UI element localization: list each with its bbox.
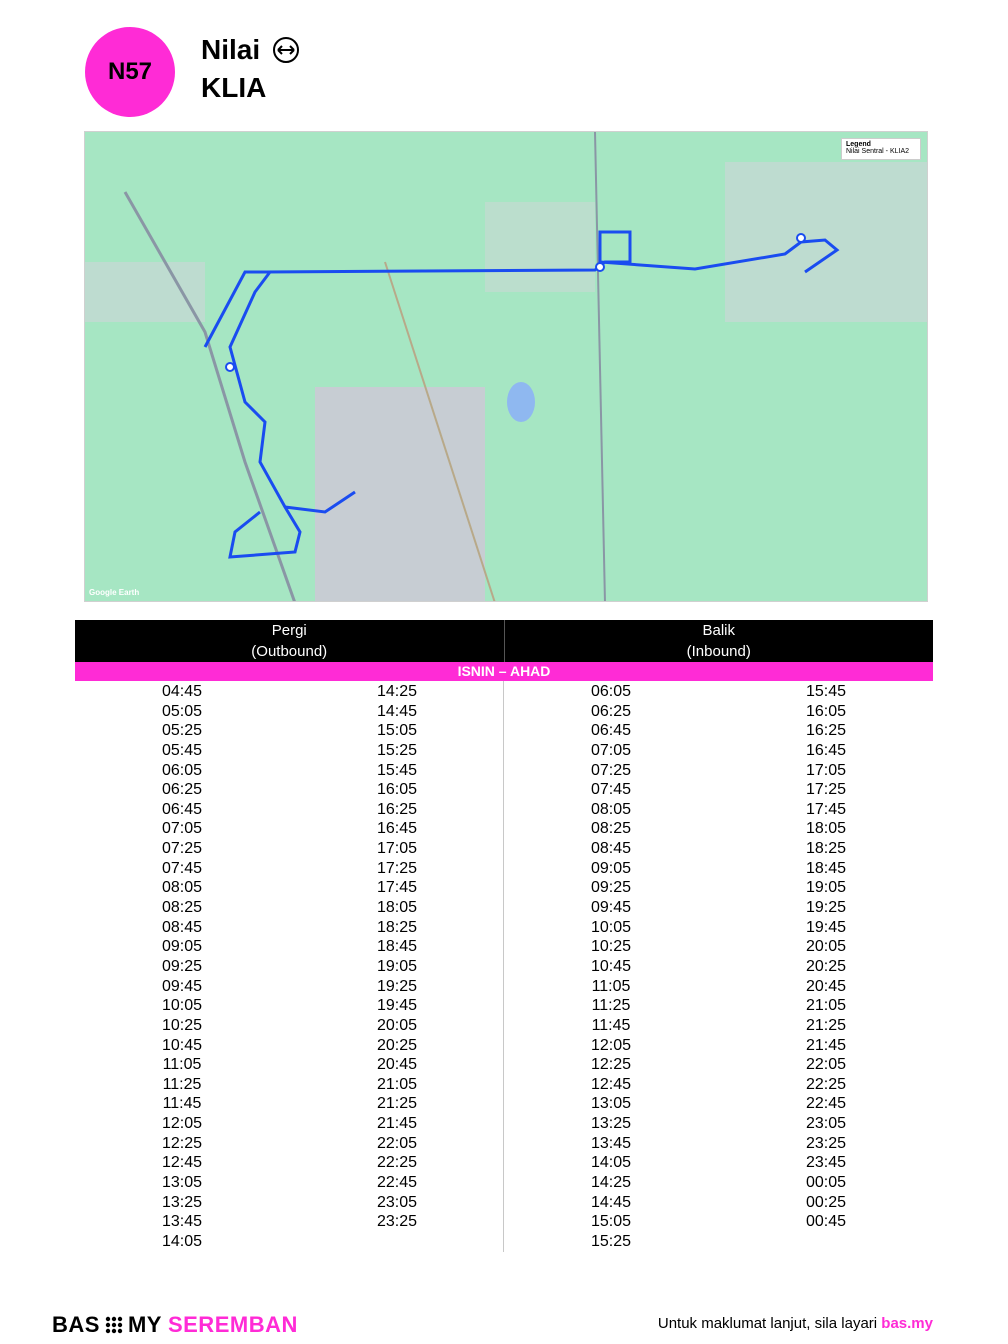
bidirectional-arrow-icon [272, 36, 300, 64]
departure-time: 17:05 [805, 761, 847, 779]
departure-time: 21:45 [376, 1115, 418, 1133]
departure-time: 20:05 [376, 1016, 418, 1034]
departure-time: 17:05 [376, 840, 418, 858]
departure-time: 22:25 [805, 1075, 847, 1093]
departure-time: 07:25 [590, 761, 632, 779]
departure-time: 22:05 [805, 1056, 847, 1074]
outbound-subtitle: (Outbound) [251, 643, 328, 660]
departure-time: 11:45 [162, 1095, 202, 1113]
departure-time: 00:25 [805, 1193, 847, 1211]
departure-time: 11:05 [591, 977, 631, 995]
departure-time: 08:05 [590, 800, 632, 818]
departure-time: 22:05 [376, 1134, 418, 1152]
outbound-times-col2 [337, 682, 457, 1232]
route-map[interactable] [84, 131, 928, 602]
departure-time: 10:45 [161, 1036, 203, 1054]
departure-time: 09:05 [590, 859, 632, 877]
departure-time: 21:25 [805, 1016, 847, 1034]
departure-time: 06:05 [590, 683, 632, 700]
departure-time: 09:45 [590, 899, 632, 917]
departure-time: 06:45 [590, 722, 632, 740]
departure-time: 09:25 [590, 879, 632, 897]
departure-time: 12:05 [161, 1115, 203, 1133]
departure-time: 17:45 [805, 800, 847, 818]
departure-time: 21:05 [805, 997, 847, 1015]
departure-time: 09:45 [161, 977, 203, 995]
departure-time: 11:45 [591, 1016, 631, 1034]
departure-time: 19:45 [376, 997, 418, 1015]
departure-time: 15:45 [376, 761, 418, 779]
departure-time: 06:25 [161, 781, 203, 799]
departure-time: 19:25 [376, 977, 418, 995]
departure-time: 07:25 [161, 840, 203, 858]
departure-time: 19:45 [805, 918, 847, 936]
departure-time: 22:45 [376, 1174, 418, 1192]
brand-my: MY [127, 1312, 162, 1337]
brand-city: SEREMBAN [167, 1312, 298, 1337]
departure-time: 10:05 [590, 918, 632, 936]
route-stop [596, 263, 604, 271]
departure-time: 16:05 [376, 781, 418, 799]
inbound-title: Balik [702, 622, 735, 639]
departure-time: 07:05 [161, 820, 203, 838]
urban-area [85, 262, 205, 322]
departure-time: 15:05 [590, 1213, 632, 1231]
departure-time: 12:25 [161, 1134, 203, 1152]
departure-time: 23:05 [805, 1115, 847, 1133]
footer-note [658, 1315, 933, 1332]
outbound-header [75, 620, 505, 662]
departure-time: 18:45 [376, 938, 418, 956]
departure-time: 16:45 [376, 820, 418, 838]
inbound-header [505, 620, 934, 662]
route-badge [85, 27, 175, 117]
departure-time: 09:25 [161, 957, 203, 975]
brand-bas: BAS [52, 1312, 100, 1337]
departure-time: 08:25 [590, 820, 632, 838]
map-credit: Google Earth [89, 588, 140, 597]
departure-time: 13:45 [590, 1134, 632, 1152]
destination-label: KLIA [201, 72, 267, 103]
route-stop [226, 363, 234, 371]
departure-time: 21:45 [805, 1036, 847, 1054]
departure-time: 00:05 [805, 1174, 847, 1192]
timetable-header [75, 620, 933, 662]
departure-time: 17:45 [376, 879, 418, 897]
departure-time: 08:25 [161, 899, 203, 917]
departure-time: 04:45 [161, 683, 203, 700]
departure-time: 06:25 [590, 702, 632, 720]
departure-time: 20:25 [805, 957, 847, 975]
inbound-subtitle: (Inbound) [686, 643, 751, 660]
departure-time: 23:25 [376, 1213, 418, 1231]
service-days: ISNIN – AHAD [75, 662, 933, 681]
map-graphic [85, 132, 928, 602]
departure-time: 07:45 [161, 859, 203, 877]
departure-time: 12:45 [161, 1154, 203, 1172]
departure-time: 11:25 [591, 997, 631, 1015]
departure-time: 18:45 [805, 859, 847, 877]
departure-time: 14:05 [161, 1232, 203, 1250]
outbound-times-col1 [122, 682, 242, 1252]
departure-time: 19:05 [805, 879, 847, 897]
route-origin [201, 34, 300, 66]
departure-time: 08:45 [590, 840, 632, 858]
departure-time: 14:45 [376, 702, 418, 720]
route-code: N57 [107, 58, 153, 85]
origin-label: Nilai [201, 34, 261, 65]
urban-area [485, 202, 595, 292]
highway [125, 192, 295, 602]
departure-time: 20:05 [805, 938, 847, 956]
departure-time: 21:05 [376, 1075, 418, 1093]
departure-time: 18:25 [376, 918, 418, 936]
departure-time: 16:45 [805, 741, 847, 759]
highway [595, 132, 605, 602]
departure-time: 11:25 [162, 1075, 202, 1093]
inbound-times-col1 [551, 682, 671, 1252]
departure-time: 12:45 [590, 1075, 632, 1093]
departure-time: 14:25 [376, 683, 418, 700]
departure-time: 06:05 [161, 761, 203, 779]
departure-time: 16:25 [376, 800, 418, 818]
departure-time: 13:45 [161, 1213, 203, 1231]
departure-time: 06:45 [161, 800, 203, 818]
departure-time: 18:05 [805, 820, 847, 838]
departure-time: 16:05 [805, 702, 847, 720]
departure-time: 15:25 [590, 1232, 632, 1250]
departure-time: 17:25 [805, 781, 847, 799]
departure-time: 05:25 [161, 722, 203, 740]
departure-time: 10:45 [590, 957, 632, 975]
dot-grid-icon [104, 1315, 124, 1335]
website-link[interactable]: bas.my [881, 1315, 933, 1332]
departure-time: 11:05 [162, 1056, 202, 1074]
departure-time: 14:45 [590, 1193, 632, 1211]
departure-time: 00:45 [805, 1213, 847, 1231]
departure-time: 15:05 [376, 722, 418, 740]
departure-time: 21:25 [376, 1095, 418, 1113]
departure-time: 14:05 [590, 1154, 632, 1172]
legend-title: Legend [846, 141, 871, 148]
outbound-title: Pergi [271, 622, 307, 639]
departure-time: 19:25 [805, 899, 847, 917]
legend-item: Nilai Sentral - KLIA2 [846, 148, 910, 155]
departure-time: 13:25 [161, 1193, 203, 1211]
departure-time: 08:45 [161, 918, 203, 936]
departure-time: 10:05 [161, 997, 203, 1015]
departure-time: 22:25 [376, 1154, 418, 1172]
departure-time: 07:05 [590, 741, 632, 759]
departure-time: 13:05 [161, 1174, 203, 1192]
departure-time: 05:45 [161, 741, 203, 759]
departure-time: 23:25 [805, 1134, 847, 1152]
departure-time: 18:25 [805, 840, 847, 858]
departure-time: 12:05 [590, 1036, 632, 1054]
departure-time: 20:45 [376, 1056, 418, 1074]
departure-time: 13:25 [590, 1115, 632, 1133]
departure-time: 22:45 [805, 1095, 847, 1113]
departure-time: 20:45 [805, 977, 847, 995]
departure-time: 09:05 [161, 938, 203, 956]
departure-time: 16:25 [805, 722, 847, 740]
footer-note-text: Untuk maklumat lanjut, sila layari [657, 1315, 878, 1332]
departure-time: 05:05 [161, 702, 203, 720]
map-legend [841, 138, 921, 160]
column-divider [503, 681, 504, 1252]
departure-time: 14:25 [590, 1174, 632, 1192]
departure-time: 12:25 [590, 1056, 632, 1074]
lake [507, 382, 535, 422]
departure-time: 13:05 [590, 1095, 632, 1113]
departure-time: 08:05 [161, 879, 203, 897]
departure-time: 23:45 [805, 1154, 847, 1172]
departure-time: 23:05 [376, 1193, 418, 1211]
departure-time: 20:25 [376, 1036, 418, 1054]
departure-time: 15:25 [376, 741, 418, 759]
departure-time: 07:45 [590, 781, 632, 799]
inbound-times-col2 [766, 682, 886, 1232]
route-stop [797, 234, 805, 242]
departure-time: 10:25 [590, 938, 632, 956]
brand-logo [52, 1312, 298, 1338]
departure-time: 15:45 [805, 683, 847, 700]
departure-time: 10:25 [161, 1016, 203, 1034]
departure-time: 18:05 [376, 899, 418, 917]
departure-time: 19:05 [376, 957, 418, 975]
departure-time: 17:25 [376, 859, 418, 877]
